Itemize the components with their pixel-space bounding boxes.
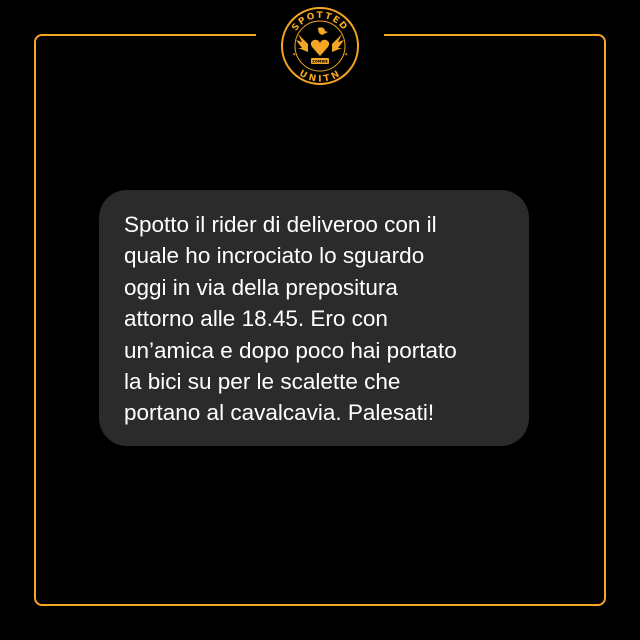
logo-bottom-text: UNITN xyxy=(297,68,343,85)
spotted-unitn-logo xyxy=(278,4,362,88)
logo-emblem xyxy=(278,4,362,88)
logo-banner-text: ZOMBIE xyxy=(312,59,328,64)
star-icon: ✦ xyxy=(292,52,297,58)
star-icon: ✦ xyxy=(344,52,349,58)
message-text: Spotto il rider di deliveroo con il quale ho incrociato lo sguardo oggi in via della prepositura attorno alle 18.45. Ero con un’amica e dopo poco hai portato la bici su per le scalette che portano al cavalcavia. Palesati! xyxy=(124,212,457,426)
message-bubble xyxy=(99,190,529,446)
logo-top-text: SPOTTED xyxy=(290,10,350,34)
